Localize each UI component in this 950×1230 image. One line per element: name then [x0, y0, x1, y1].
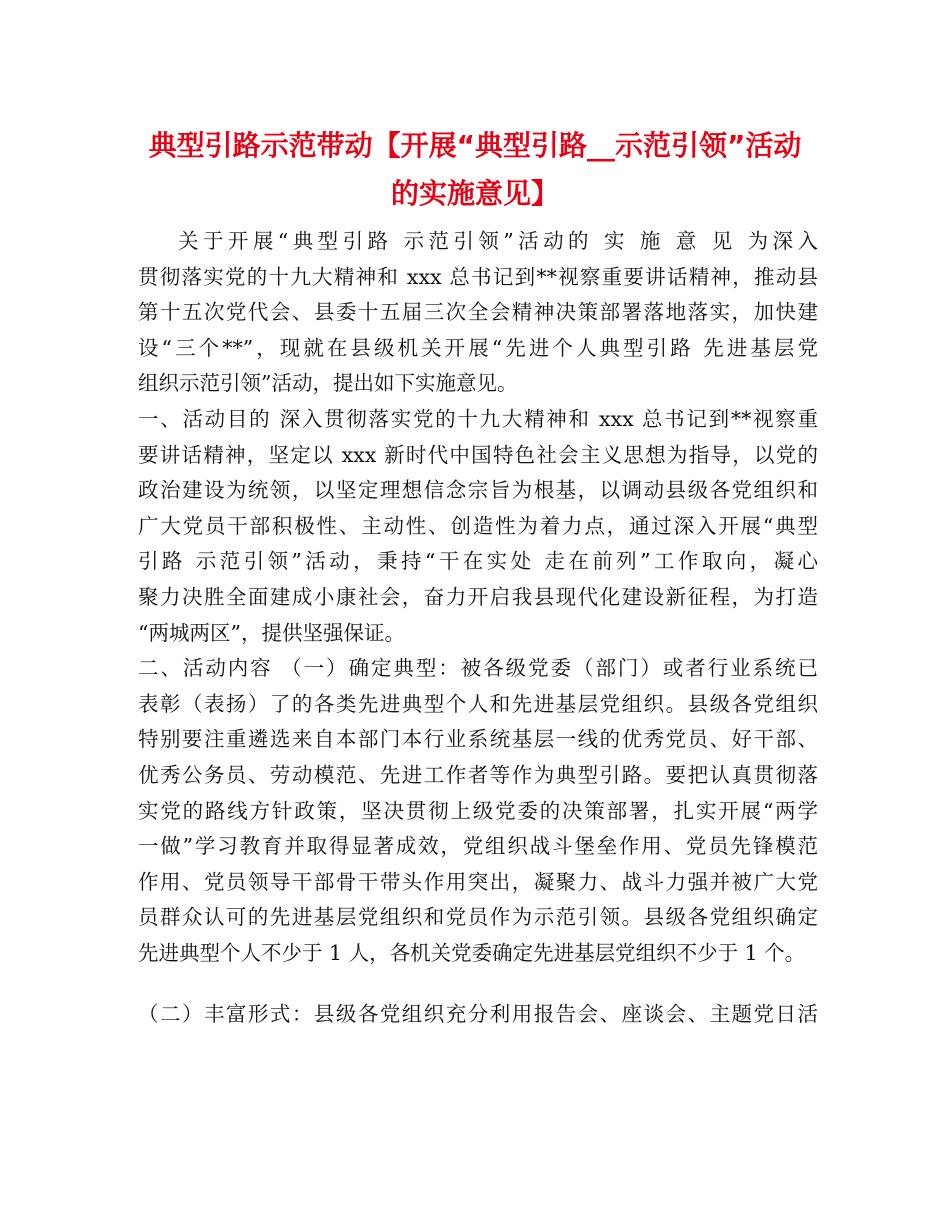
- title-line: 的实施意见】: [390, 177, 559, 210]
- text-line: 引路 示范引领”活动，秉持“干在实处 走在前列”工作取向，凝心: [138, 549, 818, 574]
- text-line: 组织示范引领”活动，提出如下实施意见。: [138, 371, 518, 396]
- text-line: 要讲话精神，坚定以 xxx 新时代中国特色社会主义思想为指导，以党的: [138, 442, 818, 467]
- text-line: 贯彻落实党的十九大精神和 xxx 总书记到**视察重要讲话精神，推动县: [138, 264, 818, 289]
- text-line: 表彰（表扬）了的各类先进典型个人和先进基层党组织。县级各党组织: [138, 691, 818, 716]
- document-body: [138, 224, 818, 1033]
- paragraph-intro: [138, 224, 818, 402]
- text-line: 实党的路线方针政策，坚决贯彻上级党委的决策部署，扎实开展“两学: [138, 798, 818, 823]
- text-line: “两城两区”，提供坚强保证。: [138, 620, 405, 645]
- paragraph-content: [138, 651, 818, 971]
- paragraph-gap: [138, 971, 818, 997]
- text-line: 作用、党员领导干部骨干带头作用突出，凝聚力、战斗力强并被广大党: [138, 869, 818, 894]
- text-line: 广大党员干部积极性、主动性、创造性为着力点，通过深入开展“典型: [138, 513, 818, 538]
- text-line: 一、活动目的 深入贯彻落实党的十九大精神和 xxx 总书记到**视察重: [138, 406, 818, 431]
- text-line: 特别要注重遴选来自本部门本行业系统基层一线的优秀党员、好干部、: [138, 727, 818, 752]
- text-line: （二）丰富形式：县级各党组织充分利用报告会、座谈会、主题党日活: [138, 1002, 818, 1027]
- text-line: 关于开展“典型引路 示范引领”活动的 实 施 意 见 为深入: [178, 229, 818, 253]
- text-line: 优秀公务员、劳动模范、先进工作者等作为典型引路。要把认真贯彻落: [138, 762, 818, 787]
- document-title: [130, 122, 820, 218]
- paragraph-purpose: [138, 402, 818, 651]
- text-line: 第十五次党代会、县委十五届三次全会精神决策部署落地落实，加快建: [138, 300, 818, 325]
- text-line: 一做”学习教育并取得显著成效，党组织战斗堡垒作用、党员先锋模范: [138, 834, 818, 859]
- text-line: 员群众认可的先进基层党组织和党员作为示范引领。县级各党组织确定: [138, 905, 818, 930]
- paragraph-forms: [138, 997, 818, 1033]
- text-line: 设“三个**”，现就在县级机关开展“先进个人典型引路 先进基层党: [138, 335, 818, 360]
- text-line: 政治建设为统领，以坚定理想信念宗旨为根基，以调动县级各党组织和: [138, 478, 818, 503]
- text-line: 二、活动内容 （一）确定典型：被各级党委（部门）或者行业系统已: [138, 656, 818, 681]
- title-line: 典型引路示范带动【开展“典型引路__示范引领”活动: [148, 129, 802, 162]
- text-line: 聚力决胜全面建成小康社会，奋力开启我县现代化建设新征程，为打造: [138, 584, 818, 609]
- text-line: 先进典型个人不少于 1 人，各机关党委确定先进基层党组织不少于 1 个。: [138, 940, 806, 965]
